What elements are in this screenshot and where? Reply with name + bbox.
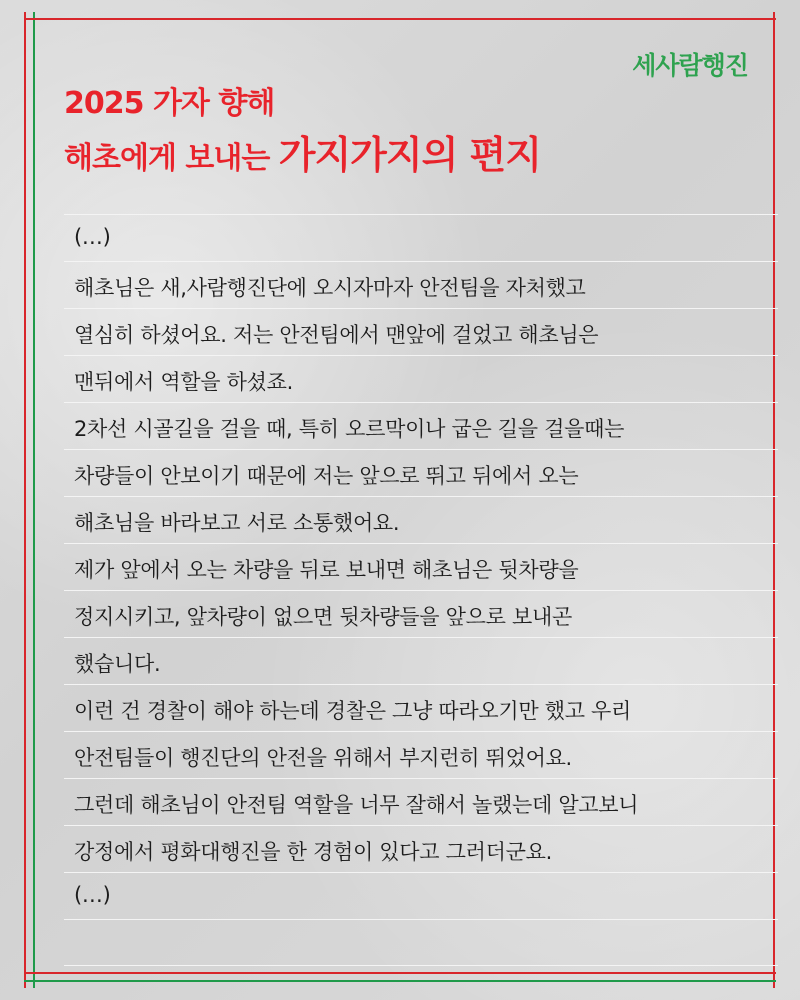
- letter-line: [64, 590, 778, 637]
- letter-body: [64, 214, 778, 966]
- letter-line-text: 강정에서 평화대행진을 한 경험이 있다고 그러더군요.: [74, 840, 552, 864]
- frame-border-left-red: [24, 12, 26, 988]
- frame-border-bottom-red: [24, 972, 776, 974]
- letter-line: [64, 778, 778, 825]
- letter-line: [64, 449, 778, 496]
- letter-line: [64, 731, 778, 778]
- letter-line-text: 그런데 해초님이 안전팀 역할을 너무 잘해서 놀랬는데 알고보니: [74, 793, 639, 817]
- frame-border-bottom-green: [24, 980, 776, 982]
- letter-line: [64, 402, 778, 449]
- title-line-2-emphasis: 가지가지의 편지: [278, 133, 541, 177]
- letter-line-text: 안전팀들이 행진단의 안전을 위해서 부지런히 뛰었어요.: [74, 746, 572, 770]
- letter-line: [64, 637, 778, 684]
- letter-line-text: 열심히 하셨어요. 저는 안전팀에서 맨앞에 걸었고 해초님은: [74, 323, 599, 347]
- letter-line: [64, 496, 778, 543]
- letter-line: [64, 684, 778, 731]
- letter-line-text: 이런 건 경찰이 해야 하는데 경찰은 그냥 따라오기만 했고 우리: [74, 699, 632, 723]
- brand-logo: 세사람행진: [632, 51, 748, 80]
- frame-border-top-red: [24, 18, 776, 20]
- letter-line-text: 해초님을 바라보고 서로 소통했어요.: [74, 511, 400, 535]
- frame-border-left-green: [33, 12, 35, 988]
- title-line-2: [64, 124, 541, 179]
- letter-line: [64, 872, 778, 919]
- letter-line: [64, 825, 778, 872]
- letter-line-text: 맨뒤에서 역할을 하셨죠.: [74, 370, 293, 394]
- letter-line-text: 정지시키고, 앞차량이 없으면 뒷차량들을 앞으로 보내곤: [74, 605, 572, 629]
- letter-line-text: 했습니다.: [74, 652, 161, 676]
- letter-line-text: (…): [74, 225, 111, 249]
- letter-line-text: 제가 앞에서 오는 차량을 뒤로 보내면 해초님은 뒷차량을: [74, 558, 579, 582]
- letter-line-text: 차량들이 안보이기 때문에 저는 앞으로 뛰고 뒤에서 오는: [74, 464, 579, 488]
- letter-line: [64, 355, 778, 402]
- title-line-2-prefix: 해초에게 보내는: [64, 141, 279, 176]
- title-line-1: 2025 가자 향해: [64, 86, 275, 121]
- letter-line: [64, 308, 778, 355]
- letter-line: [64, 543, 778, 590]
- letter-line: [64, 261, 778, 308]
- letter-line-text: 2차선 시골길을 걸을 때, 특히 오르막이나 굽은 길을 걸을때는: [74, 417, 625, 441]
- letter-line-text: (…): [74, 883, 111, 907]
- letter-line: [64, 919, 778, 966]
- letter-line-text: 해초님은 새,사람행진단에 오시자마자 안전팀을 자처했고: [74, 276, 586, 300]
- letter-line: [64, 214, 778, 261]
